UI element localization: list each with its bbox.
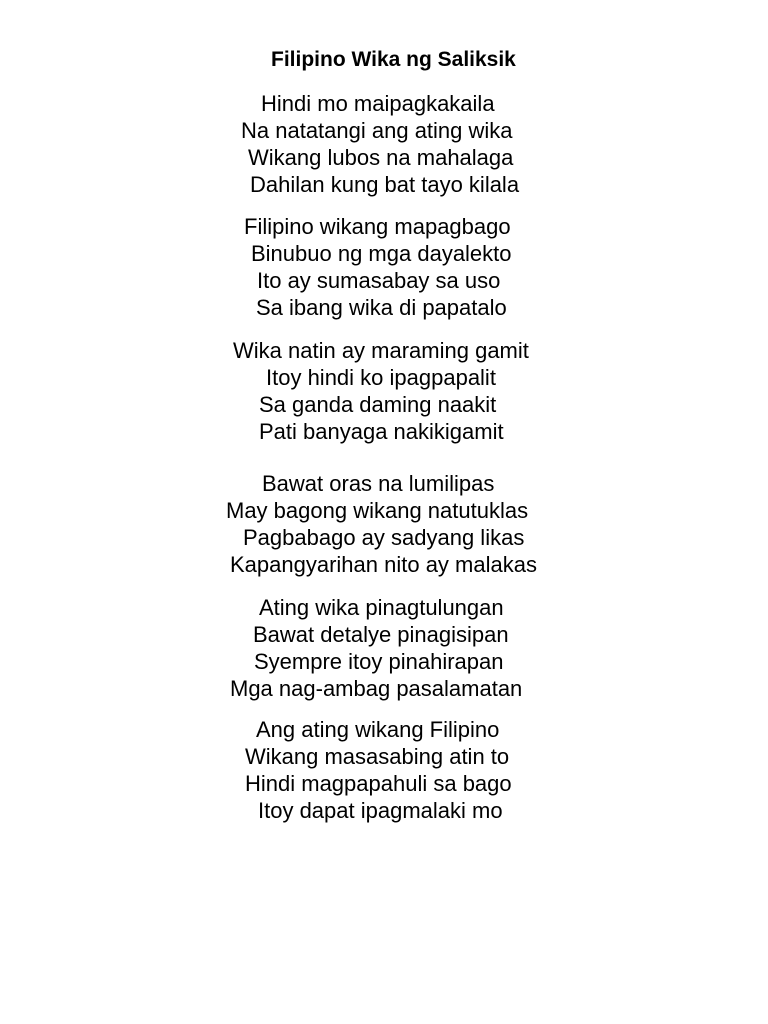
- poem-line: Ang ating wikang Filipino: [256, 717, 500, 742]
- poem-line: Binubuo ng mga dayalekto: [251, 241, 512, 266]
- poem-line: Filipino wikang mapagbago: [244, 214, 511, 239]
- poem-line: Pati banyaga nakikigamit: [259, 419, 504, 444]
- poem-line: Ito ay sumasabay sa uso: [257, 268, 501, 293]
- poem-line: Pagbabago ay sadyang likas: [243, 525, 525, 550]
- poem-line: Mga nag-ambag pasalamatan: [230, 676, 523, 701]
- poem-line: Syempre itoy pinahirapan: [254, 649, 504, 674]
- poem-line: Ating wika pinagtulungan: [259, 595, 504, 620]
- poem-line: Wika natin ay maraming gamit: [233, 338, 529, 363]
- poem-line: Wikang lubos na mahalaga: [248, 145, 514, 170]
- poem-line: Wikang masasabing atin to: [245, 744, 510, 769]
- poem-line: Itoy hindi ko ipagpapalit: [266, 365, 496, 390]
- poem-line: Sa ganda daming naakit: [259, 392, 497, 417]
- poem-line: Sa ibang wika di papatalo: [256, 295, 507, 320]
- poem-line: Na natatangi ang ating wika: [241, 118, 513, 143]
- poem-line: Bawat oras na lumilipas: [262, 471, 495, 496]
- poem-line: May bagong wikang natutuklas: [226, 498, 529, 523]
- poem-line: Hindi magpapahuli sa bago: [245, 771, 512, 796]
- poem-line: Kapangyarihan nito ay malakas: [230, 552, 537, 577]
- poem-title: Filipino Wika ng Saliksik: [271, 48, 516, 71]
- poem-line: Dahilan kung bat tayo kilala: [250, 172, 520, 197]
- poem-line: Bawat detalye pinagisipan: [253, 622, 509, 647]
- poem-line: Hindi mo maipagkakaila: [261, 91, 495, 116]
- poem-line: Itoy dapat ipagmalaki mo: [258, 798, 503, 823]
